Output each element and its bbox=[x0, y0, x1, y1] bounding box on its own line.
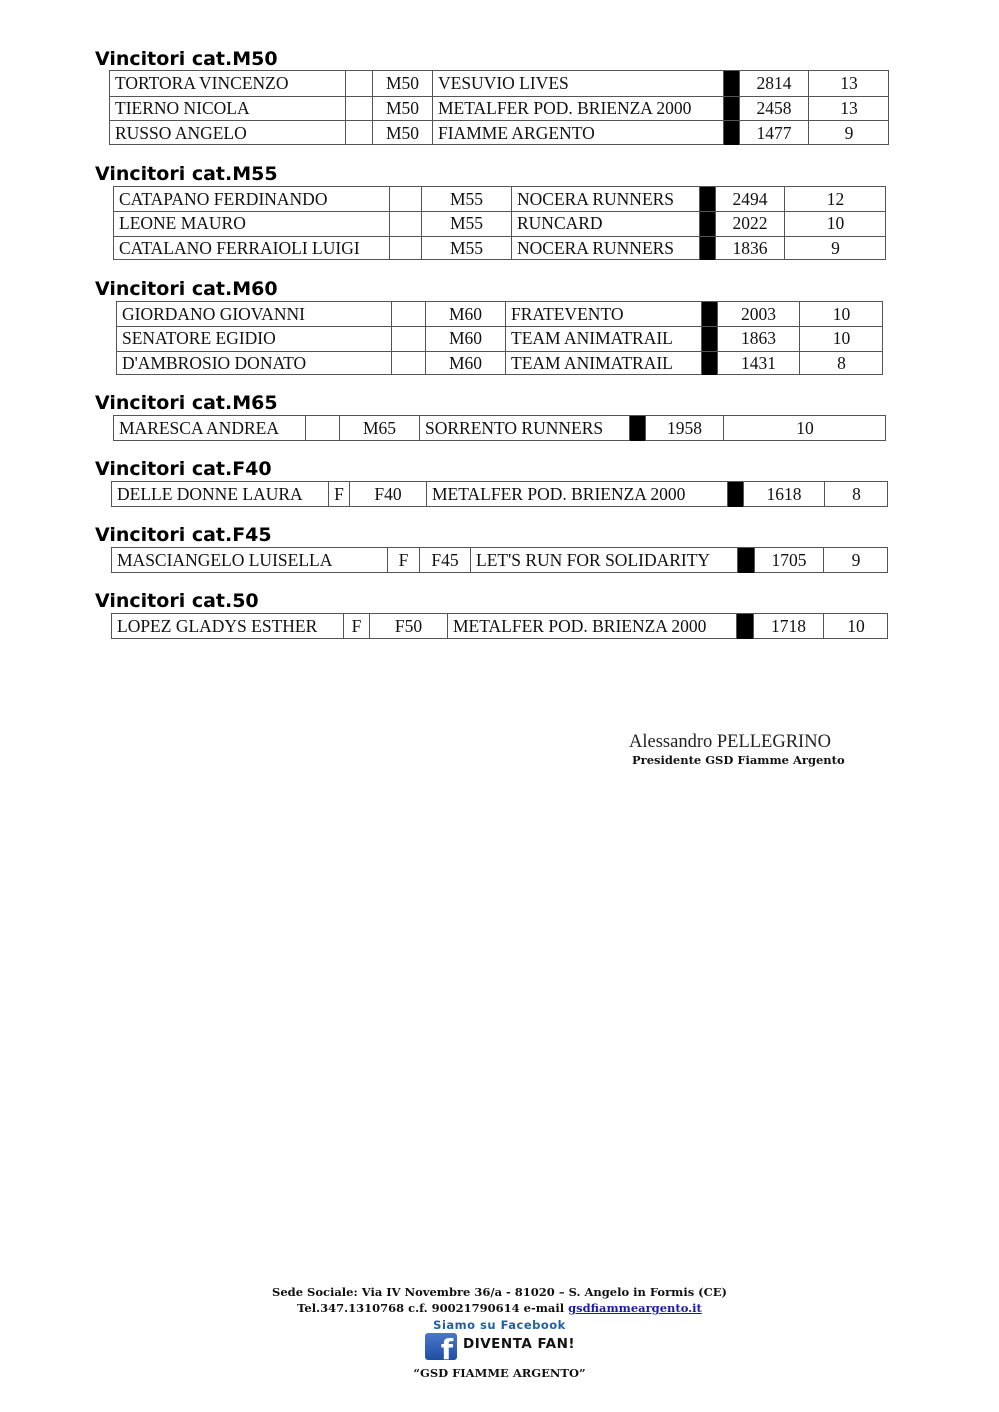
results-table bbox=[111, 481, 888, 507]
points-cell: 2458 bbox=[739, 97, 808, 121]
gender-cell: F bbox=[328, 482, 349, 507]
signature-role: Presidente GSD Fiamme Argento bbox=[632, 753, 845, 767]
category-cell: M60 bbox=[425, 302, 505, 326]
athlete-name-cell: RUSSO ANGELO bbox=[115, 122, 247, 143]
table-row bbox=[114, 187, 885, 211]
gender-cell bbox=[391, 327, 425, 350]
results-table bbox=[111, 613, 888, 639]
results-table bbox=[109, 70, 889, 145]
facebook-fan-button[interactable]: DIVENTA FAN! bbox=[463, 1336, 576, 1352]
points-cell: 2022 bbox=[715, 212, 784, 235]
team-cell: METALFER POD. BRIENZA 2000 bbox=[426, 482, 727, 507]
gender-cell bbox=[389, 237, 421, 260]
team-cell: TEAM ANIMATRAIL bbox=[505, 352, 701, 375]
marker-cell bbox=[736, 614, 753, 639]
category-cell: M50 bbox=[372, 97, 432, 121]
category-cell: M60 bbox=[425, 327, 505, 350]
points-cell: 1618 bbox=[743, 482, 824, 507]
category-cell: F40 bbox=[349, 482, 426, 507]
category-cell: M50 bbox=[372, 121, 432, 145]
points-cell: 2814 bbox=[739, 71, 808, 96]
table-row bbox=[110, 71, 888, 96]
team-cell: NOCERA RUNNERS bbox=[511, 237, 699, 260]
races-cell: 10 bbox=[784, 212, 886, 235]
website-link[interactable]: gsdfiammeargento.it bbox=[568, 1301, 702, 1315]
table-row bbox=[114, 236, 885, 260]
gender-cell: F bbox=[343, 614, 369, 639]
results-table bbox=[116, 301, 883, 375]
facebook-icon-letter: f bbox=[440, 1333, 453, 1360]
points-cell: 1718 bbox=[753, 614, 823, 639]
gender-cell bbox=[391, 302, 425, 326]
marker-cell bbox=[699, 237, 715, 260]
marker-cell bbox=[701, 327, 717, 350]
category-cell: M55 bbox=[421, 237, 511, 260]
points-cell: 2003 bbox=[717, 302, 799, 326]
table-row bbox=[114, 211, 885, 235]
section-title: Vincitori cat.50 bbox=[95, 590, 259, 612]
athlete-name-cell: LOPEZ GLADYS ESTHER bbox=[117, 615, 318, 636]
facebook-icon[interactable] bbox=[425, 1333, 457, 1360]
section-title: Vincitori cat.M55 bbox=[95, 163, 278, 185]
races-cell: 8 bbox=[824, 482, 888, 507]
athlete-name-cell: GIORDANO GIOVANNI bbox=[122, 303, 305, 324]
athlete-name-cell: D'AMBROSIO DONATO bbox=[122, 352, 307, 373]
table-row bbox=[117, 302, 882, 326]
team-cell: TEAM ANIMATRAIL bbox=[505, 327, 701, 350]
races-cell: 10 bbox=[723, 416, 886, 441]
races-cell: 9 bbox=[784, 237, 886, 260]
marker-cell bbox=[737, 548, 754, 573]
races-cell: 10 bbox=[799, 302, 883, 326]
marker-cell bbox=[723, 97, 739, 121]
table-row bbox=[112, 482, 887, 507]
points-cell: 1958 bbox=[645, 416, 723, 441]
results-table bbox=[113, 186, 886, 260]
team-cell: LET'S RUN FOR SOLIDARITY bbox=[470, 548, 737, 573]
team-cell: NOCERA RUNNERS bbox=[511, 187, 699, 211]
facebook-tagline: Siamo su Facebook bbox=[433, 1318, 566, 1332]
team-cell: VESUVIO LIVES bbox=[432, 71, 723, 96]
races-cell: 8 bbox=[799, 352, 883, 375]
points-cell: 1431 bbox=[717, 352, 799, 375]
category-cell: M50 bbox=[372, 71, 432, 96]
marker-cell bbox=[699, 187, 715, 211]
category-cell: M65 bbox=[339, 416, 419, 441]
section-title: Vincitori cat.M50 bbox=[95, 48, 278, 70]
results-table bbox=[113, 415, 886, 441]
footer-contact-text: Tel.347.1310768 c.f. 90021790614 e-mail bbox=[297, 1301, 569, 1315]
marker-cell bbox=[723, 121, 739, 145]
footer-address: Sede Sociale: Via IV Novembre 36/a - 81020 – S. Angelo in Formis (CE) bbox=[272, 1285, 727, 1299]
races-cell: 9 bbox=[823, 548, 888, 573]
races-cell: 9 bbox=[808, 121, 889, 145]
points-cell: 1836 bbox=[715, 237, 784, 260]
team-cell: FRATEVENTO bbox=[505, 302, 701, 326]
table-row bbox=[114, 416, 885, 441]
points-cell: 1477 bbox=[739, 121, 808, 145]
marker-cell bbox=[699, 212, 715, 235]
gender-cell bbox=[389, 187, 421, 211]
races-cell: 10 bbox=[799, 327, 883, 350]
athlete-name-cell: DELLE DONNE LAURA bbox=[117, 483, 303, 504]
gender-cell bbox=[391, 352, 425, 375]
category-cell: F50 bbox=[369, 614, 447, 639]
category-cell: F45 bbox=[419, 548, 470, 573]
footer-contact bbox=[0, 1301, 999, 1315]
section-title: Vincitori cat.M65 bbox=[95, 392, 278, 414]
athlete-name-cell: TORTORA VINCENZO bbox=[115, 72, 289, 93]
athlete-name-cell: CATALANO FERRAIOLI LUIGI bbox=[119, 237, 360, 258]
gender-cell bbox=[345, 97, 372, 121]
table-row bbox=[112, 614, 887, 639]
table-row bbox=[112, 548, 887, 573]
team-cell: METALFER POD. BRIENZA 2000 bbox=[432, 97, 723, 121]
marker-cell bbox=[701, 352, 717, 375]
marker-cell bbox=[723, 71, 739, 96]
table-row bbox=[117, 326, 882, 350]
gender-cell bbox=[389, 212, 421, 235]
athlete-name-cell: TIERNO NICOLA bbox=[115, 98, 250, 119]
category-cell: M60 bbox=[425, 352, 505, 375]
team-cell: METALFER POD. BRIENZA 2000 bbox=[447, 614, 736, 639]
gender-cell bbox=[345, 121, 372, 145]
results-table bbox=[111, 547, 888, 573]
table-row bbox=[110, 96, 888, 121]
athlete-name-cell: CATAPANO FERDINANDO bbox=[119, 188, 328, 209]
races-cell: 13 bbox=[808, 71, 889, 96]
team-cell: RUNCARD bbox=[511, 212, 699, 235]
athlete-name-cell: SENATORE EGIDIO bbox=[122, 328, 276, 349]
gender-cell bbox=[305, 416, 339, 441]
athlete-name-cell: MARESCA ANDREA bbox=[119, 417, 279, 438]
category-cell: M55 bbox=[421, 187, 511, 211]
table-row bbox=[110, 120, 888, 145]
gender-cell bbox=[345, 71, 372, 96]
races-cell: 12 bbox=[784, 187, 886, 211]
table-row bbox=[117, 351, 882, 375]
team-cell: SORRENTO RUNNERS bbox=[419, 416, 629, 441]
marker-cell bbox=[727, 482, 743, 507]
athlete-name-cell: MASCIANGELO LUISELLA bbox=[117, 549, 333, 570]
section-title: Vincitori cat.F40 bbox=[95, 458, 272, 480]
section-title: Vincitori cat.M60 bbox=[95, 278, 278, 300]
section-title: Vincitori cat.F45 bbox=[95, 524, 272, 546]
marker-cell bbox=[629, 416, 645, 441]
marker-cell bbox=[701, 302, 717, 326]
points-cell: 1705 bbox=[754, 548, 823, 573]
athlete-name-cell: LEONE MAURO bbox=[119, 213, 246, 234]
gender-cell: F bbox=[387, 548, 419, 573]
signature-name: Alessandro PELLEGRINO bbox=[629, 732, 831, 752]
points-cell: 1863 bbox=[717, 327, 799, 350]
points-cell: 2494 bbox=[715, 187, 784, 211]
category-cell: M55 bbox=[421, 212, 511, 235]
races-cell: 13 bbox=[808, 97, 889, 121]
motto: “GSD FIAMME ARGENTO” bbox=[413, 1366, 586, 1380]
races-cell: 10 bbox=[823, 614, 888, 639]
team-cell: FIAMME ARGENTO bbox=[432, 121, 723, 145]
